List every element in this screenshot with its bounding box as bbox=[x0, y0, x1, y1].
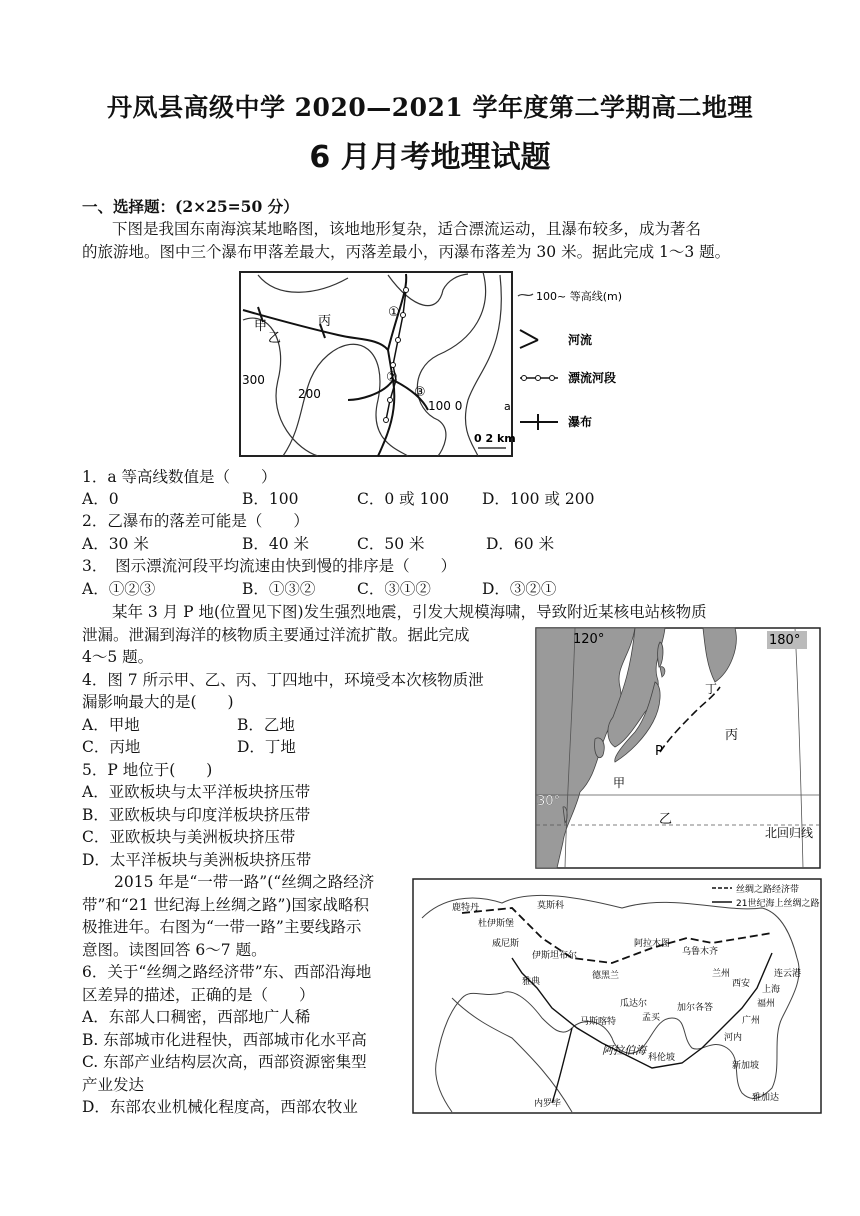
city-label: 科伦坡 bbox=[648, 1053, 676, 1063]
q4-stem-line2: 漏影响最大的是( ) bbox=[82, 693, 234, 711]
marker-2: ② bbox=[386, 370, 398, 385]
legend-maritime: 21世纪海上丝绸之路 bbox=[736, 899, 820, 909]
marker-3: ③ bbox=[414, 385, 426, 400]
city-label: 瓜达尔 bbox=[620, 999, 648, 1009]
q6-option-b: B. 东部城市化进程快，西部城市化水平高 bbox=[82, 1031, 367, 1049]
city-label: 西安 bbox=[732, 979, 751, 989]
city-label: 伊斯坦布尔 bbox=[532, 951, 578, 961]
city-label: 马斯喀特 bbox=[580, 1017, 617, 1027]
q3-option-d: D．③②① bbox=[482, 580, 557, 598]
contour-100: 100 0 bbox=[428, 399, 463, 413]
q5-option-b: B．亚欧板块与印度洋板块挤压带 bbox=[82, 806, 311, 824]
q2-option-b: B．40 米 bbox=[242, 535, 310, 553]
q1-option-a: A．0 bbox=[82, 490, 119, 508]
q3-option-a: A．①②③ bbox=[82, 580, 156, 598]
q4-stem-line1: 4．图 7 所示甲、乙、丙、丁四地中，环境受本次核物质泄 bbox=[82, 671, 484, 689]
label-jia-2: 甲 bbox=[613, 776, 626, 790]
label-yi-2: 乙 bbox=[659, 812, 673, 827]
q5-option-d: D．太平洋板块与美洲板块挤压带 bbox=[82, 851, 312, 869]
city-label: 德黑兰 bbox=[592, 971, 620, 981]
label-bing: 丙 bbox=[318, 314, 332, 329]
q3-stem: 3． 图示漂流河段平均流速由快到慢的排序是（ ） bbox=[82, 557, 457, 575]
passage-3-line4: 意图。读图回答 6～7 题。 bbox=[82, 941, 267, 959]
q2-option-a: A．30 米 bbox=[82, 535, 149, 553]
label-30: 30° bbox=[537, 794, 561, 809]
q6-option-d: D．东部农业机械化程度高，西部农牧业 bbox=[82, 1098, 358, 1116]
passage-3-line1: 2015 年是“一带一路”(“丝绸之路经济 bbox=[114, 873, 375, 891]
label-bing-2: 丙 bbox=[725, 728, 739, 743]
marker-1: ① bbox=[388, 305, 400, 320]
city-label: 加尔各答 bbox=[677, 1003, 714, 1013]
belt-road-map bbox=[412, 878, 822, 1114]
scale-label: 0 2 km bbox=[474, 432, 516, 445]
q3-option-c: C．③①② bbox=[357, 580, 431, 598]
label-p: P bbox=[655, 744, 663, 759]
contour-300: 300 bbox=[242, 373, 265, 387]
contour-200: 200 bbox=[298, 387, 321, 401]
city-label: 连云港 bbox=[774, 969, 802, 979]
q5-option-c: C．亚欧板块与美洲板块挤压带 bbox=[82, 828, 296, 846]
label-ding: 丁 bbox=[705, 682, 718, 696]
q3-option-b: B．①③② bbox=[242, 580, 316, 598]
passage-1-line2: 的旅游地。图中三个瀑布甲落差最大，丙落差最小，丙瀑布落差为 30 米。据此完成 1～3 题。 bbox=[82, 243, 731, 261]
q6-option-a: A．东部人口稠密，西部地广人稀 bbox=[82, 1008, 311, 1026]
q2-stem: 2．乙瀑布的落差可能是（ ） bbox=[82, 512, 309, 530]
q4-option-b: B．乙地 bbox=[237, 716, 295, 734]
city-label: 福州 bbox=[757, 999, 776, 1009]
contour-map bbox=[238, 270, 623, 460]
passage-3-line3: 极推进年。右图为“一带一路”主要线路示 bbox=[82, 918, 362, 936]
q2-option-c: C．50 米 bbox=[357, 535, 425, 553]
q1-option-c: C．0 或 100 bbox=[357, 490, 450, 508]
passage-3-line2: 带”和“21 世纪海上丝绸之路”)国家战略积 bbox=[82, 896, 369, 914]
q6-option-c-line2: 产业发达 bbox=[82, 1076, 145, 1094]
passage-1-line1: 下图是我国东南海滨某地略图，该地地形复杂，适合漂流运动，且瀑布较多，成为著名 bbox=[112, 220, 702, 238]
label-180: 180° bbox=[769, 633, 801, 648]
q6-stem-line1: 6．关于“丝绸之路经济带”东、西部沿海地 bbox=[82, 963, 372, 981]
city-label: 阿拉木图 bbox=[634, 939, 671, 949]
label-yi: 乙 bbox=[268, 331, 282, 346]
legend-belt: 丝绸之路经济带 bbox=[736, 885, 800, 895]
city-label: 内罗毕 bbox=[534, 1099, 562, 1109]
city-label: 孟买 bbox=[642, 1013, 661, 1023]
city-label: 上海 bbox=[762, 985, 781, 995]
legend-contour: 100~ 等高线(m) bbox=[536, 290, 623, 303]
city-label: 兰州 bbox=[712, 969, 731, 979]
q5-stem: 5．P 地位于( ) bbox=[82, 761, 213, 779]
label-a: a bbox=[504, 400, 511, 413]
city-label: 河内 bbox=[724, 1033, 743, 1043]
q4-option-c: C．丙地 bbox=[82, 738, 141, 756]
section-heading: 一、选择题：(2×25=50 分） bbox=[82, 197, 299, 216]
exam-title-line1: 丹凤县高级中学 2020—2021 学年度第二学期高二地理 bbox=[106, 93, 754, 122]
legend-rafting: 漂流河段 bbox=[568, 371, 617, 385]
q2-option-d: D．60 米 bbox=[486, 535, 555, 553]
label-120: 120° bbox=[573, 632, 605, 647]
city-label: 杜伊斯堡 bbox=[478, 919, 515, 929]
label-jia: 甲 bbox=[254, 319, 268, 334]
city-label: 新加坡 bbox=[732, 1061, 760, 1071]
q5-option-a: A．亚欧板块与太平洋板块挤压带 bbox=[82, 783, 311, 801]
city-label: 莫斯科 bbox=[537, 901, 565, 911]
passage-2-line1: 某年 3 月 P 地(位置见下图)发生强烈地震，引发大规模海啸，导致附近某核电站核物质 bbox=[112, 603, 707, 621]
passage-2-line2: 泄漏。泄漏到海洋的核物质主要通过洋流扩散。据此完成 bbox=[82, 626, 470, 644]
q6-stem-line2: 区差异的描述，正确的是（ ） bbox=[82, 986, 315, 1004]
q1-option-d: D．100 或 200 bbox=[482, 490, 595, 508]
q4-option-a: A．甲地 bbox=[82, 716, 140, 734]
city-label: 威尼斯 bbox=[492, 939, 520, 949]
q1-stem: 1．a 等高线数值是（ ） bbox=[82, 468, 277, 486]
q6-option-c-line1: C. 东部产业结构层次高，西部资源密集型 bbox=[82, 1053, 367, 1071]
city-label: 雅加达 bbox=[752, 1093, 780, 1103]
city-label: 广州 bbox=[742, 1016, 761, 1026]
label-tropic: 北回归线 bbox=[765, 826, 814, 840]
city-label: 鹿特丹 bbox=[452, 903, 480, 913]
city-label: 雅典 bbox=[522, 977, 541, 987]
exam-title-line2: 6 月月考地理试题 bbox=[309, 140, 551, 175]
q1-option-b: B．100 bbox=[242, 490, 299, 508]
legend-waterfall: 瀑布 bbox=[568, 415, 593, 429]
city-label: 乌鲁木齐 bbox=[682, 947, 719, 957]
legend-river: 河流 bbox=[568, 333, 593, 347]
passage-2-line3: 4～5 题。 bbox=[82, 648, 154, 666]
sea-label: 阿拉伯海 bbox=[602, 1044, 646, 1057]
q4-option-d: D．丁地 bbox=[237, 738, 296, 756]
pacific-map bbox=[535, 627, 821, 869]
